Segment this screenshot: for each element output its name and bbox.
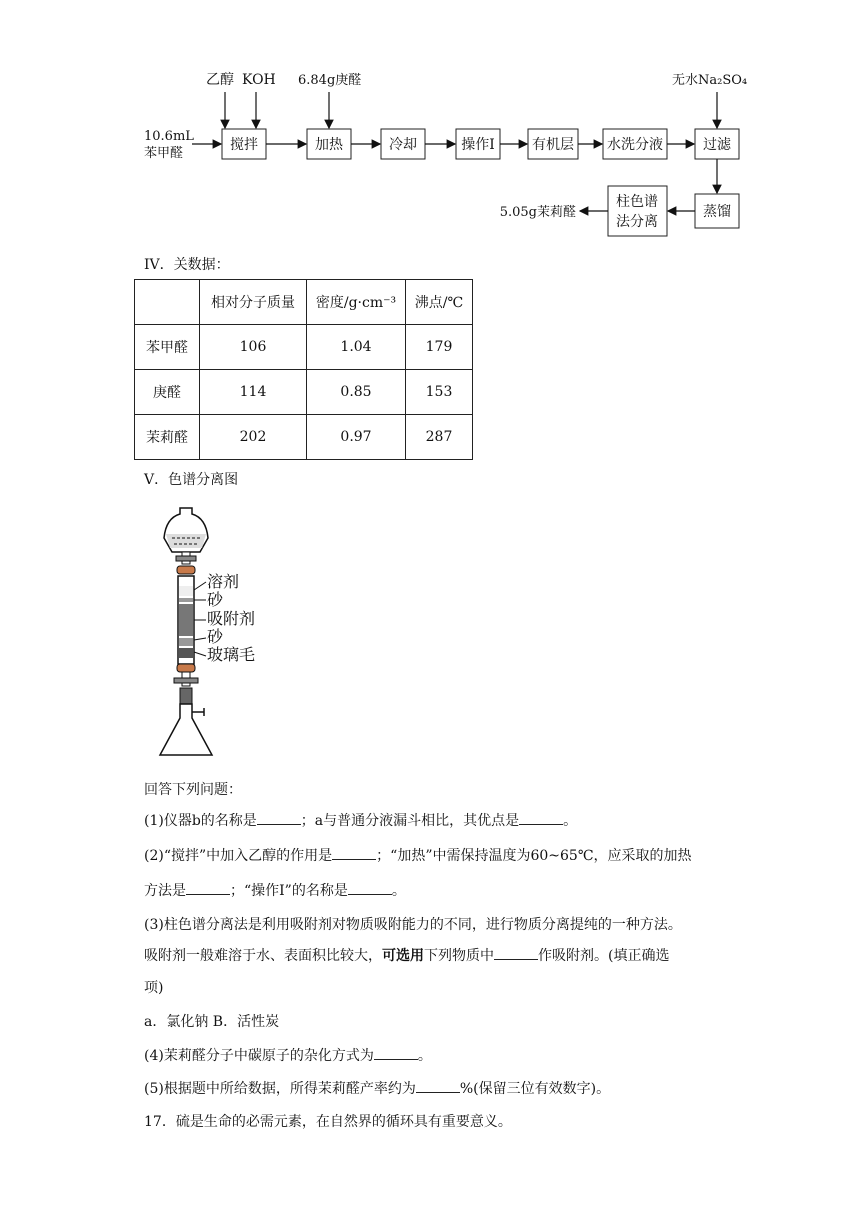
product: 5.05g茉莉醛 [499, 205, 576, 220]
table-cell: 庚醛 [135, 370, 200, 415]
process-flow-chart [0, 0, 860, 250]
answer-blank[interactable] [332, 845, 376, 860]
answer-blank[interactable] [494, 945, 538, 960]
step-wash: 水洗分液 [607, 137, 663, 153]
table-row [135, 415, 473, 460]
question-3-options: a．氯化钠 B．活性炭 [144, 1014, 280, 1030]
q2-text-e: 。 [391, 883, 406, 899]
label-solvent: 溶剂 [207, 572, 240, 591]
table-row [135, 370, 473, 415]
joint-icon [177, 566, 195, 574]
step-operation: 操作I [461, 137, 495, 153]
table-cell: 114 [200, 370, 307, 415]
q4-text-b: 。 [417, 1048, 432, 1064]
questions-intro: 回答下列问题： [144, 782, 242, 798]
q5-text-b: %(保留三位有效数字)。 [459, 1081, 611, 1097]
q3-bold-text: 可选用 [382, 948, 424, 964]
step-filter: 过滤 [703, 137, 731, 153]
section-4-title: IV．关数据： [144, 257, 230, 273]
question-3-line-2 [144, 945, 669, 966]
question-17: 17．硫是生命的必需元素，在自然界的循环具有重要意义。 [144, 1114, 512, 1130]
reagent-na2so4: 无水Na₂SO₄ [672, 73, 748, 88]
question-2-line-1 [144, 845, 692, 866]
input-volume: 10.6mL [144, 129, 194, 144]
question-4 [144, 1045, 432, 1066]
table-cell [135, 280, 200, 325]
q2-text-a: (2)“搅拌”中加入乙醇的作用是 [144, 848, 333, 864]
answer-blank[interactable] [374, 1045, 418, 1060]
q4-text-a: (4)茉莉醛分子中碳原子的杂化方式为 [144, 1048, 374, 1064]
q1-text-a: (1)仪器b的名称是 [144, 813, 257, 829]
label-adsorbent: 吸附剂 [207, 609, 256, 628]
label-glass-wool: 玻璃毛 [207, 645, 256, 664]
table-cell: 106 [200, 325, 307, 370]
step-stir: 搅拌 [230, 137, 258, 153]
table-cell: 1.04 [307, 325, 406, 370]
question-3-line-3: 项) [144, 980, 164, 996]
q5-text-a: (5)根据题中所给数据，所得茉莉醛产率约为 [144, 1081, 416, 1097]
q3-text-c: 作吸附剂。(填正确选 [538, 948, 670, 964]
property-table [134, 279, 473, 460]
table-cell: 0.85 [307, 370, 406, 415]
table-cell: 202 [200, 415, 307, 460]
question-2-line-2 [144, 880, 406, 901]
table-cell: 密度/g·cm⁻³ [307, 280, 406, 325]
step-column-2: 法分离 [616, 214, 658, 230]
table-cell: 相对分子质量 [200, 280, 307, 325]
table-cell: 153 [406, 370, 473, 415]
q3-text-a: 吸附剂一般难溶于水、表面积比较大， [144, 948, 382, 964]
answer-blank[interactable] [348, 880, 392, 895]
reagent-ethanol: 乙醇 [206, 72, 234, 88]
table-cell: 179 [406, 325, 473, 370]
table-cell: 287 [406, 415, 473, 460]
label-sand-top: 砂 [207, 590, 224, 609]
step-column-1: 柱色谱 [616, 194, 658, 210]
section-5-title: V．色谱分离图 [144, 472, 239, 488]
table-cell: 茉莉醛 [135, 415, 200, 460]
reagent-koh: KOH [242, 72, 276, 88]
table-cell: 0.97 [307, 415, 406, 460]
step-distill: 蒸馏 [703, 204, 731, 220]
table-header-row [135, 280, 473, 325]
question-1 [144, 810, 577, 831]
table-row [135, 325, 473, 370]
q2-text-c: 方法是 [144, 883, 186, 899]
q1-text-c: 。 [563, 813, 578, 829]
reagent-heptanal: 6.84g庚醛 [298, 73, 362, 88]
question-5 [144, 1078, 610, 1099]
answer-blank[interactable] [416, 1078, 460, 1093]
table-cell: 沸点/℃ [406, 280, 473, 325]
q3-text-b: 下列物质中 [424, 948, 494, 964]
q2-text-d: ；“操作I”的名称是 [230, 883, 348, 899]
answer-blank[interactable] [257, 810, 301, 825]
chromatography-apparatus [150, 500, 280, 765]
answer-blank[interactable] [519, 810, 563, 825]
q1-text-b: ；a与普通分液漏斗相比，其优点是 [300, 813, 520, 829]
step-cool: 冷却 [389, 137, 417, 153]
step-heat: 加热 [315, 137, 343, 153]
question-3-line-1: (3)柱色谱分离法是利用吸附剂对物质吸附能力的不同，进行物质分离提纯的一种方法。 [144, 917, 682, 933]
q2-text-b: ；“加热”中需保持温度为60~65℃，应采取的加热 [376, 848, 692, 864]
answer-blank[interactable] [186, 880, 230, 895]
step-organic-layer: 有机层 [532, 137, 574, 153]
table-cell: 苯甲醛 [135, 325, 200, 370]
input-benzaldehyde: 苯甲醛 [144, 146, 184, 161]
label-sand-bottom: 砂 [207, 627, 224, 646]
